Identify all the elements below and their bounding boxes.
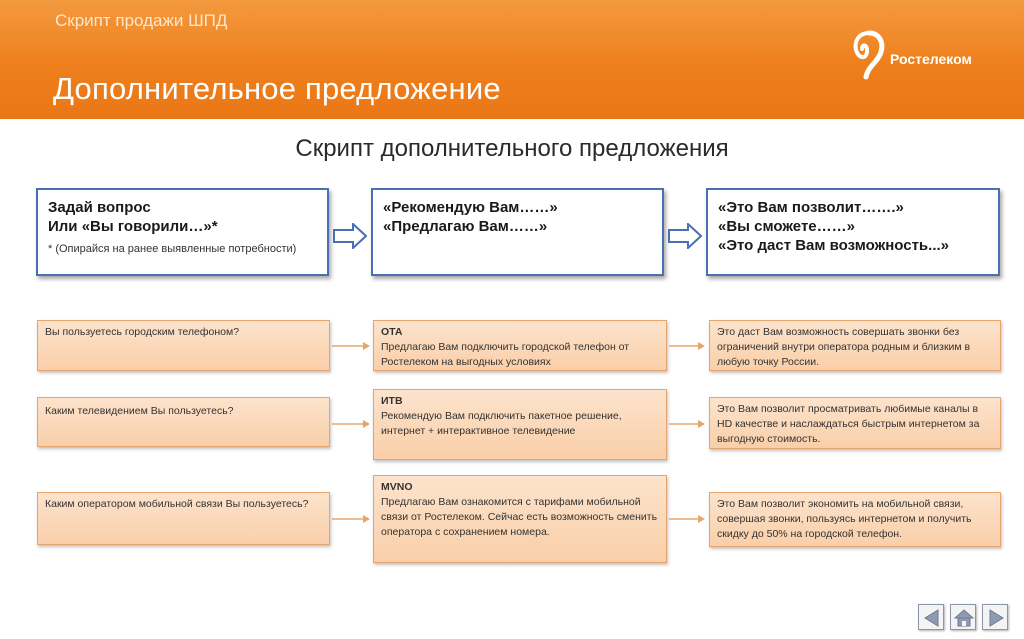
offer-head: MVNO (381, 481, 413, 493)
home-icon (951, 605, 977, 631)
arrow-right-icon (332, 419, 372, 429)
benefit-box (709, 320, 1001, 371)
arrow-right-icon (332, 514, 372, 524)
prev-slide-button[interactable] (918, 604, 944, 630)
benefit-box (709, 492, 1001, 547)
question-box (37, 397, 330, 447)
step-line: «Это Вам позволит…….» (718, 199, 904, 216)
step-line: «Рекомендую Вам……» (383, 199, 558, 216)
arrow-right-icon (983, 605, 1009, 631)
company-logo (852, 30, 1002, 80)
step-line: Задай вопрос (48, 199, 151, 216)
step-box-question (36, 188, 329, 276)
benefit-text: Это даст Вам возможность совершать звонки без ограничений внутри оператора родным и близким в любую точку России. (717, 326, 971, 368)
benefit-text: Это Вам позволит просматривать любимые каналы в HD качестве и наслаждаться быстрым интернетом за выгодную стоимость. (717, 403, 980, 445)
benefit-box (709, 397, 1001, 449)
offer-text: Рекомендую Вам подключить пакетное решение, интернет + интерактивное телевидение (381, 410, 622, 437)
next-slide-button[interactable] (982, 604, 1008, 630)
arrow-right-icon (332, 341, 372, 351)
question-box (37, 320, 330, 371)
benefit-text: Это Вам позволит экономить на мобильной связи, совершая звонки, пользуясь интернетом и получить скидку до 50% на городской телефон. (717, 498, 972, 540)
step-line: «Вы сможете……» (718, 218, 855, 235)
offer-box (373, 475, 667, 563)
logo-text: Ростелеком (890, 51, 972, 67)
offer-text: Предлагаю Вам подключить городской телефон от Ростелеком на выгодных условиях (381, 341, 630, 368)
arrow-right-icon (669, 514, 707, 524)
step-line: «Предлагаю Вам……» (383, 218, 548, 235)
offer-box (373, 320, 667, 371)
page-title: Дополнительное предложение (53, 71, 501, 106)
offer-text: Предлагаю Вам ознакомится с тарифами мобильной связи от Ростелеком. Сейчас есть возможность сменить оператора с сохранением номера. (381, 496, 658, 538)
offer-head: ИТВ (381, 395, 403, 407)
question-text: Вы пользуетесь городским телефоном? (45, 326, 240, 338)
offer-head: ОТА (381, 326, 403, 338)
step-box-benefit (706, 188, 1000, 276)
step-line: Или «Вы говорили…»* (48, 218, 218, 235)
offer-box (373, 389, 667, 460)
logo-mark-icon (852, 30, 886, 80)
header-banner (0, 0, 1024, 119)
question-box (37, 492, 330, 545)
arrow-right-icon (668, 223, 702, 249)
arrow-right-icon (669, 419, 707, 429)
step-line: «Это даст Вам возможность...» (718, 237, 949, 254)
step-box-offer (371, 188, 664, 276)
arrow-left-icon (919, 605, 945, 631)
question-text: Каким оператором мобильной связи Вы пользуетесь? (45, 498, 309, 510)
home-button[interactable] (950, 604, 976, 630)
header-subtitle: Скрипт продажи ШПД (55, 11, 228, 30)
step-note: * (Опирайся на ранее выявленные потребности) (48, 243, 297, 255)
question-text: Каким телевидением Вы пользуетесь? (45, 405, 234, 417)
arrow-right-icon (333, 223, 367, 249)
arrow-right-icon (669, 341, 707, 351)
section-title: Скрипт дополнительного предложения (295, 135, 729, 162)
